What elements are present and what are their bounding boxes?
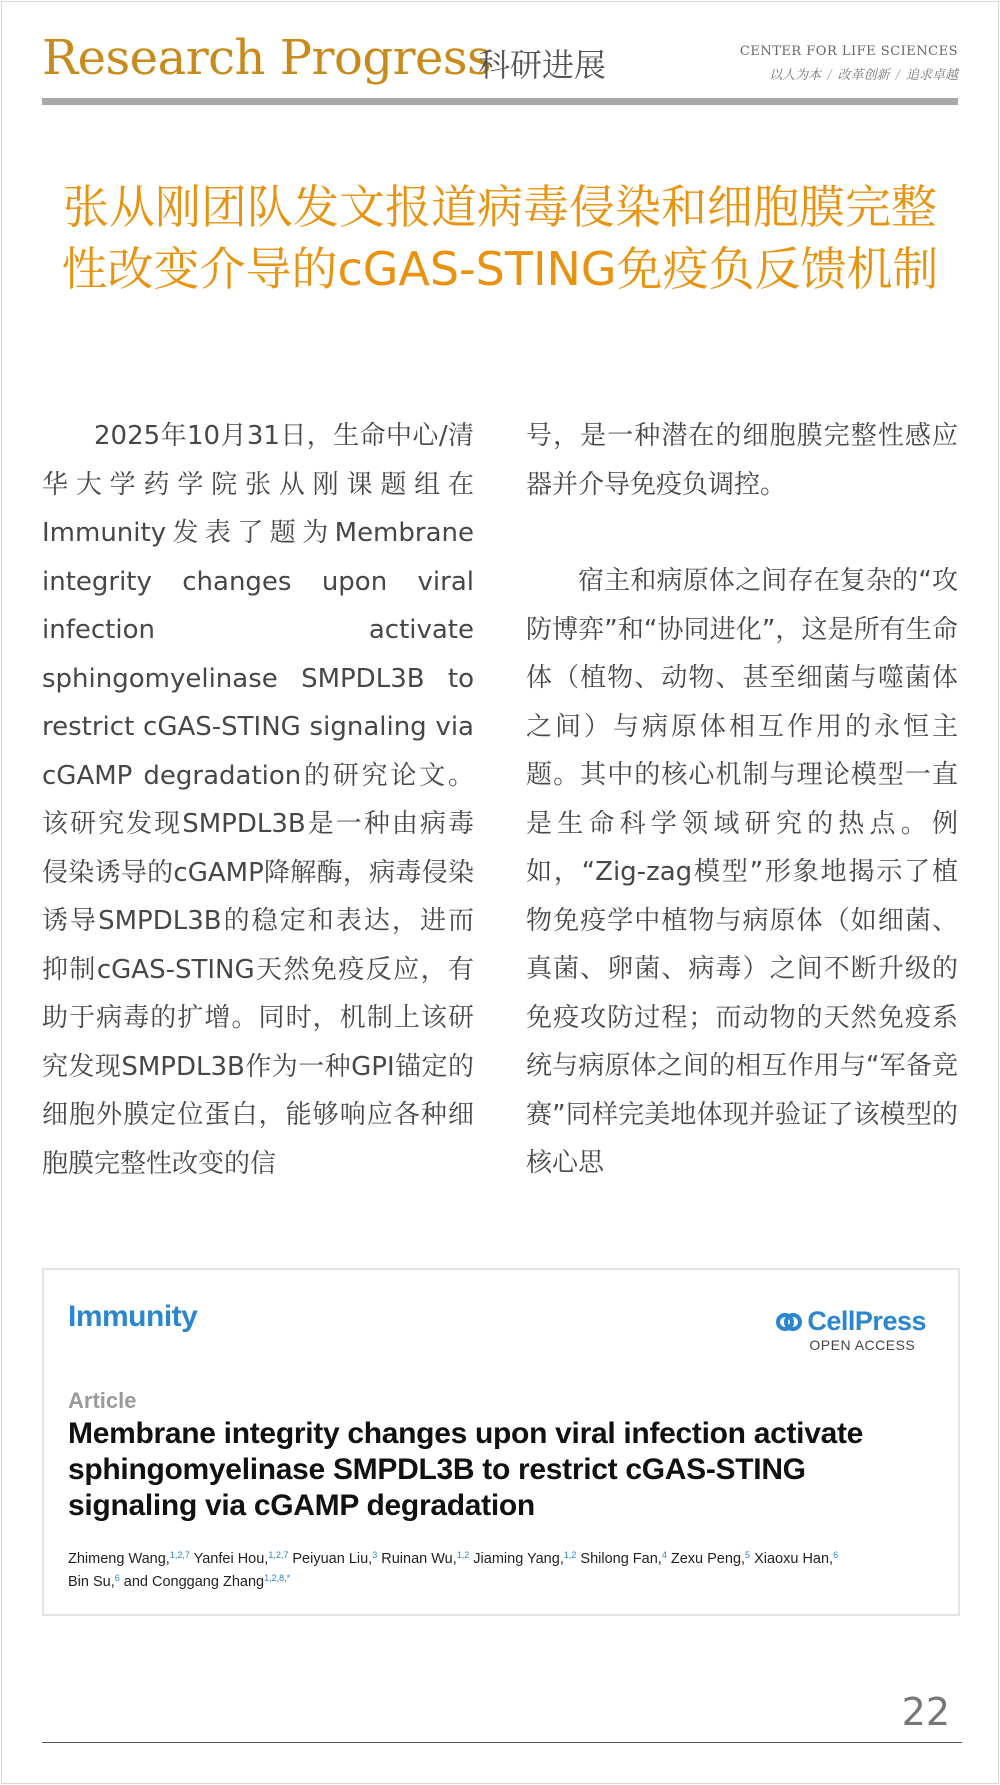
body-column-right xyxy=(526,412,958,1188)
section-title-cn: 科研进展 xyxy=(478,46,607,84)
author-name: Zhimeng Wang, xyxy=(68,1551,170,1567)
section-title-en: Research Progress xyxy=(42,30,492,86)
paragraph-gap xyxy=(526,509,958,557)
author-affiliation: 6 xyxy=(114,1573,120,1583)
author-name: Bin Su, xyxy=(68,1574,115,1590)
motto-item: 改革创新 xyxy=(837,68,890,83)
motto-separator: / xyxy=(895,68,900,83)
author-name: Zexu Peng, xyxy=(670,1551,746,1567)
header-rule xyxy=(42,98,958,105)
motto-item: 追求卓越 xyxy=(905,68,958,83)
publisher-block xyxy=(775,1306,926,1353)
author-affiliation: 5 xyxy=(745,1550,751,1560)
author-affiliation: 1,2,7 xyxy=(268,1550,289,1560)
body-column-left xyxy=(42,412,474,1188)
author-name: Ruinan Wu, xyxy=(381,1551,457,1567)
open-access-label: OPEN ACCESS xyxy=(809,1337,916,1353)
author-affiliation: 4 xyxy=(661,1550,667,1560)
author-affiliation: 1,2 xyxy=(563,1550,577,1560)
author-affiliation: 6 xyxy=(833,1550,839,1560)
body-paragraph-background: 宿主和病原体之间存在复杂的“攻防博弈”和“协同进化”，这是所有生命体（植物、动物、甚至细菌与噬菌体之间）与病原体相互作用的永恒主题。其中的核心机制与理论模型一直是生命科学领域研究的热点。例如，“Zig-zag模型”形象地揭示了植物免疫学中植物与病原体（如细菌、真菌、卵菌、病毒）之间不断升级的免疫攻防过程；而动物的天然免疫系统与病原体之间的相互作用与“军备竞赛”同样完美地体现并验证了该模型的核心思 xyxy=(526,566,958,1178)
publisher-name: CellPress xyxy=(807,1306,926,1336)
author-name: Jiaming Yang, xyxy=(473,1551,564,1567)
author-affiliation: 1,2 xyxy=(456,1550,470,1560)
page-number: 22 xyxy=(901,1690,950,1734)
motto xyxy=(769,64,958,83)
author-affiliation: 1,2,8,* xyxy=(264,1573,291,1583)
author-list xyxy=(68,1546,928,1592)
body-paragraph-continuation: 号，是一种潜在的细胞膜完整性感应器并介导免疫负调控。 xyxy=(526,421,958,500)
article-type: Article xyxy=(68,1388,137,1413)
article-citation-card xyxy=(42,1268,960,1616)
journal-logo: Immunity xyxy=(68,1300,198,1333)
author-name: Shilong Fan, xyxy=(580,1551,662,1567)
author-name: Xiaoxu Han, xyxy=(754,1551,834,1567)
body-paragraph-intro: 2025年10月31日，生命中心/清华大学药学院张从刚课题组在Immunity发表了题为Membrane integrity changes upon viral infection activate sphingomyelinase SMPDL3B to restrict cGAS-STING signaling via cGAMP degradation的研究论文。该研究发现SMPDL3B是一种由病毒侵染诱导的cGAMP降解酶，病毒侵染诱导SMPDL3B的稳定和表达，进而抑制cGAS-STING天然免疫反应，有助于病毒的扩增。同时，机制上该研究发现SMPDL3B作为一种GPI锚定的细胞外膜定位蛋白，能够响应各种细胞膜完整性改变的信 xyxy=(42,421,474,1179)
motto-separator: / xyxy=(827,68,832,83)
author-name: Peiyuan Liu, xyxy=(292,1551,373,1567)
author-name: and Conggang Zhang xyxy=(123,1574,265,1590)
author-affiliation: 1,2,7 xyxy=(169,1550,190,1560)
footer-rule xyxy=(42,1742,962,1743)
cellpress-logo-icon xyxy=(775,1308,803,1336)
article-title: Membrane integrity changes upon viral infection activate sphingomyelinase SMPDL3B to restrict cGAS-STING signaling via cGAMP degradation xyxy=(68,1417,864,1522)
center-name: CENTER FOR LIFE SCIENCES xyxy=(739,44,958,59)
author-affiliation: 3 xyxy=(372,1550,378,1560)
motto-item: 以人为本 xyxy=(769,68,822,83)
author-name: Yanfei Hou, xyxy=(193,1551,269,1567)
article-headline: 张从刚团队发文报道病毒侵染和细胞膜完整性改变介导的cGAS-STING免疫负反馈机制 xyxy=(61,180,939,296)
